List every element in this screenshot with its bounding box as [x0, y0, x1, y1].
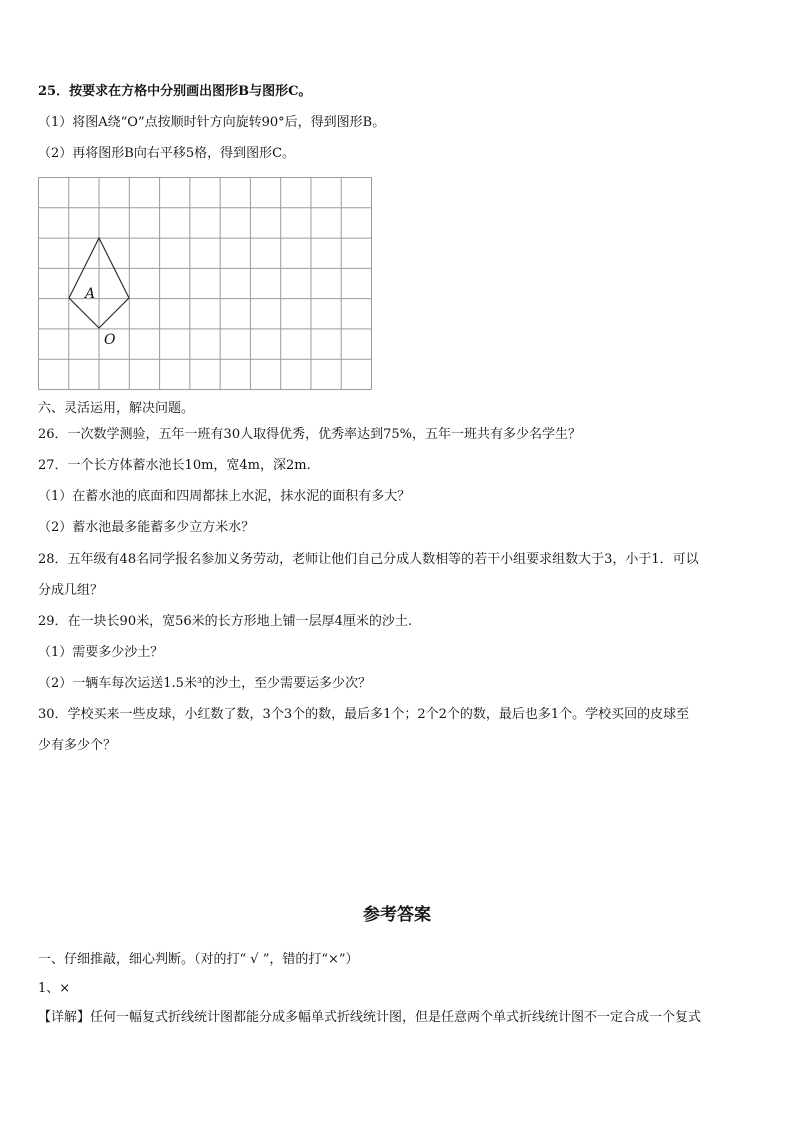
- q30-line2: 少有多少个？: [38, 738, 117, 753]
- grid-lines: [39, 178, 372, 390]
- grid-figure: [38, 177, 372, 390]
- q25-stem: 25．按要求在方格中分别画出图形B与图形C。: [38, 84, 312, 99]
- label-o: O: [104, 332, 116, 348]
- label-a: A: [85, 286, 96, 302]
- q26-stem: 26．一次数学测验，五年一班有30人取得优秀，优秀率达到75%，五年一班共有多少名学生？: [38, 427, 581, 442]
- section6-heading: 六、灵活运用，解决问题。: [38, 401, 195, 416]
- q27-part2: （2）蓄水池最多能蓄多少立方米水？: [38, 520, 255, 535]
- answers-section1: 一、仔细推敲，细心判断。（对的打“ √ ”，错的打“×”）: [38, 952, 359, 967]
- answers-title: 参考答案: [363, 905, 431, 925]
- q29-stem: 29．在一块长90米，宽56米的长方形地上铺一层厚4厘米的沙土.: [38, 614, 413, 629]
- grid-svg: [38, 177, 372, 390]
- answer-detail: 【详解】任何一幅复式折线统计图都能分成多幅单式折线统计图，但是任意两个单式折线统计图不一定合成一个复式: [38, 1010, 702, 1025]
- answer-item-1: 1、×: [38, 981, 71, 996]
- q25-part2: （2）再将图形B向右平移5格，得到图形C。: [38, 146, 296, 161]
- q25-part1: （1）将图A绕“O”点按顺时针方向旋转90°后，得到图形B。: [38, 115, 386, 130]
- q30-line1: 30．学校买来一些皮球，小红数了数，3个3个的数，最后多1个；2个2个的数，最后也多1个。学校买回的皮球至: [38, 707, 690, 722]
- q28-line1: 28．五年级有48名同学报名参加义务劳动，老师让他们自己分成人数相等的若干小组要求组数大于3，小于1．可以: [38, 552, 699, 567]
- q27-part1: （1）在蓄水池的底面和四周都抹上水泥，抹水泥的面积有多大？: [38, 489, 411, 504]
- q28-line2: 分成几组？: [38, 583, 104, 598]
- q27-stem: 27．一个长方体蓄水池长10m，宽4m，深2m.: [38, 458, 311, 473]
- q29-part2: （2）一辆车每次运送1.5米³的沙土，至少需要运多少次？: [38, 676, 372, 691]
- q29-part1: （1）需要多少沙土？: [38, 645, 164, 660]
